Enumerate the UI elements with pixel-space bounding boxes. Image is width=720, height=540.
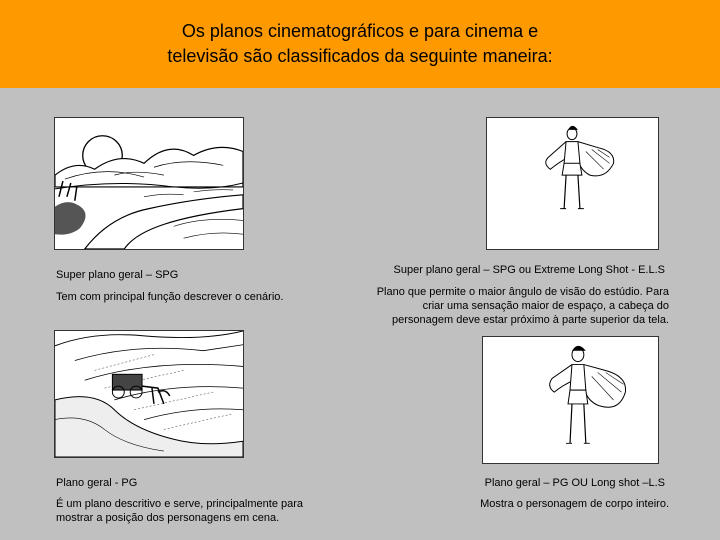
els-description-line1: Plano que permite o maior ângulo de visão do estúdio. Para — [376, 286, 669, 298]
landscape-illustration — [54, 117, 244, 250]
title-line-2: televisão são classificados da seguinte maneira: — [167, 46, 553, 66]
fields-cart-illustration — [54, 330, 244, 458]
figure-full-body-illustration — [482, 336, 659, 464]
pg-description-line1: É um plano descritivo e serve, principalmente para — [56, 498, 304, 510]
els-label: Super plano geral – SPG ou Extreme Long Shot - E.L.S — [393, 264, 665, 276]
els-description-line2: criar uma sensação maior de espaço, a cabeça do — [422, 300, 669, 312]
title-line-1: Os planos cinematográficos e para cinema e — [181, 21, 539, 41]
figure-small-illustration — [486, 117, 659, 250]
els-description-line3: personagem deve estar próximo à parte superior da tela. — [392, 314, 669, 326]
pg-description-line2: mostrar a posição dos personagens em cena. — [56, 512, 280, 524]
spg-description: Tem com principal função descrever o cenário. — [56, 291, 284, 303]
spg-label: Super plano geral – SPG — [56, 269, 179, 281]
title-banner — [0, 0, 720, 88]
ls-description: Mostra o personagem de corpo inteiro. — [480, 498, 669, 510]
ls-label: Plano geral – PG OU Long shot –L.S — [484, 477, 665, 489]
pg-label: Plano geral - PG — [56, 477, 138, 489]
